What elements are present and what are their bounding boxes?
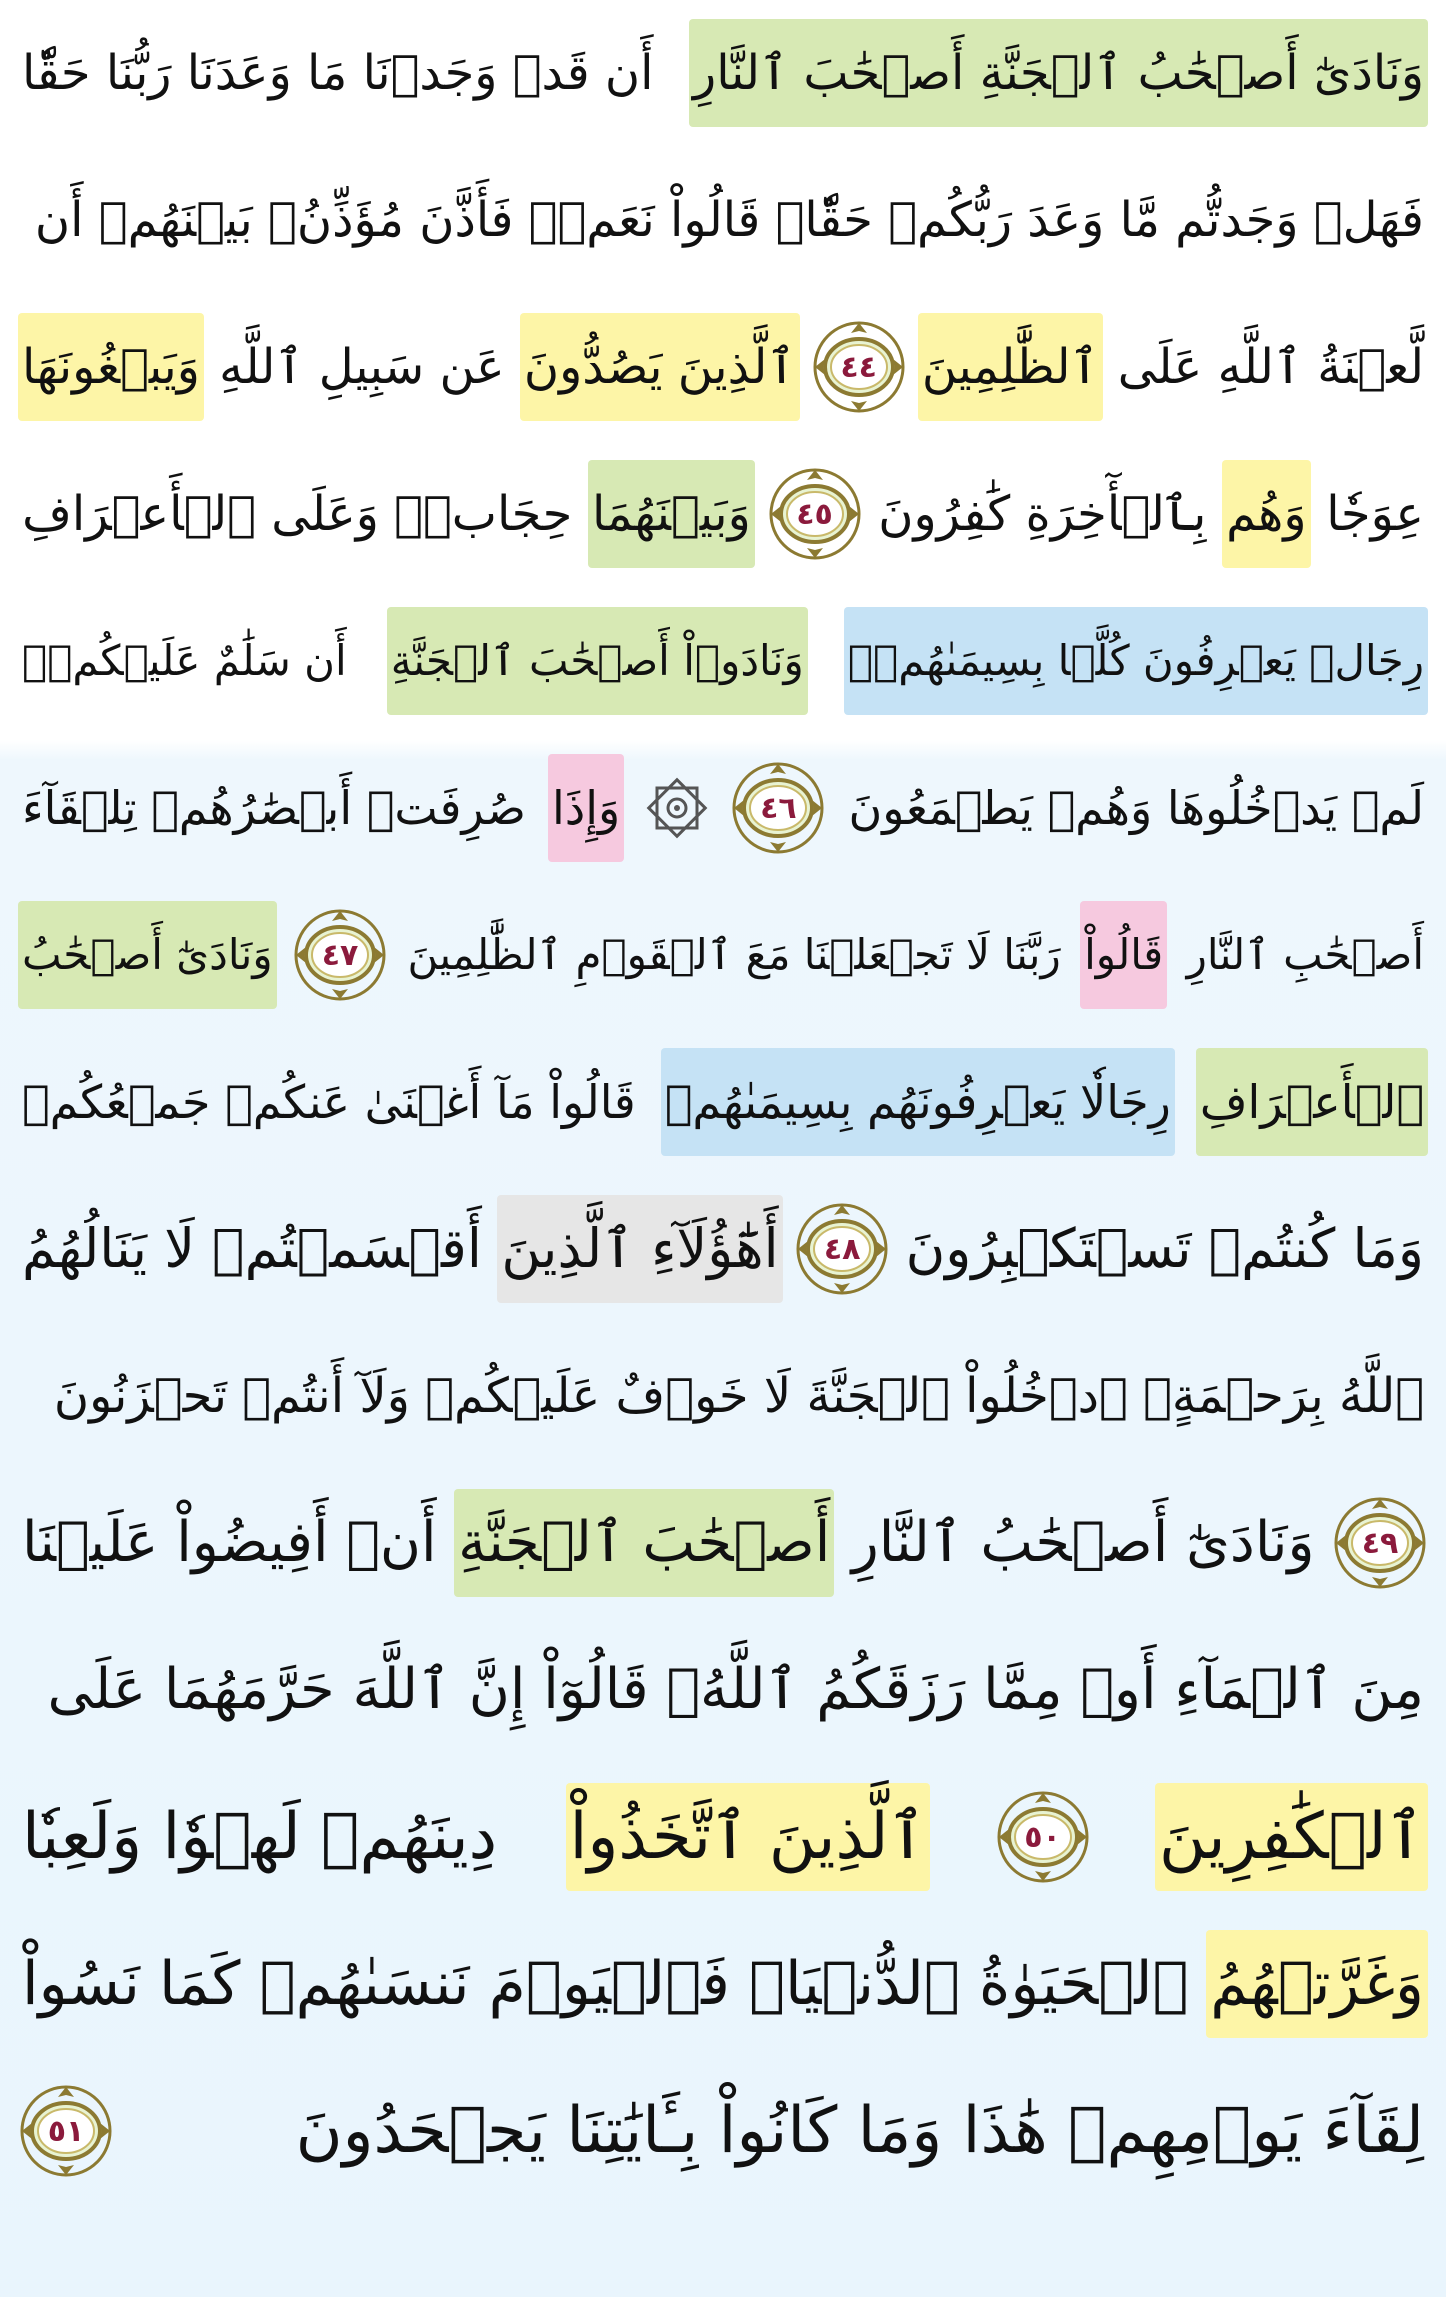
verse-text: رَبَّنَا لَا تَجۡعَلۡنَا مَعَ ٱلۡقَوۡمِ ٱلظَّٰلِمِينَ [407,930,1061,979]
verse-text: قَالُواْ مَآ أَغۡنَىٰ عَنكُمۡ جَمۡعُكُمۡ [22,1075,636,1129]
text-line [18,2076,1428,2186]
text-line [18,1341,1428,1451]
ayah-end-marker-icon [1332,1495,1428,1591]
verse-text: وَمَا كُنتُمۡ تَسۡتَكۡبِرُونَ [905,1217,1424,1280]
rub-el-hizb-icon [642,773,712,843]
verse-text: ٱلۡحَيَوٰةُ ٱلدُّنۡيَاۚ فَٱلۡيَوۡمَ نَنسَىٰهُمۡ كَمَا نَسُواْ [22,1949,1189,2019]
highlighted-phrase: ٱلۡكَٰفِرِينَ [1155,1783,1428,1891]
verse-text: أَصۡحَٰبِ ٱلنَّارِ [1186,930,1424,979]
text-line [18,459,1428,569]
highlighted-phrase: وَبَيۡنَهُمَا [588,460,755,568]
verse-number: ٥٠ [1024,1819,1061,1855]
verse-text: أَنۡ أَفِيضُواْ عَلَيۡنَا [22,1510,437,1575]
highlighted-phrase: ٱلۡأَعۡرَافِ [1196,1048,1428,1156]
highlighted-phrase: أَصۡحَٰبَ ٱلۡجَنَّةِ [454,1489,834,1597]
text-line [18,606,1428,716]
ayah-end-marker-icon [292,907,388,1003]
text-line [18,1047,1428,1157]
ayah-end-marker-icon [18,2083,114,2179]
highlighted-phrase: رِجَالٞ يَعۡرِفُونَ كُلَّۢا بِسِيمَىٰهُمۡۚ [844,607,1428,715]
highlighted-phrase: رِجَالٗا يَعۡرِفُونَهُم بِسِيمَىٰهُمۡ [661,1048,1175,1156]
verse-number: ٤٦ [760,790,797,826]
verse-number: ٤٧ [321,937,359,973]
text-line [18,1929,1428,2039]
highlighted-phrase: أَهَٰٓؤُلَآءِ ٱلَّذِينَ [497,1195,782,1303]
verse-number: ٤٥ [796,496,833,532]
verse-text: لَمۡ يَدۡخُلُوهَا وَهُمۡ يَطۡمَعُونَ [848,781,1424,835]
text-line [18,1782,1428,1892]
verse-text: حِجَابٞۚ وَعَلَى ٱلۡأَعۡرَافِ [22,486,573,542]
verse-text: عَن سَبِيلِ ٱللَّهِ [219,339,505,395]
verse-number: ٥١ [47,2113,85,2149]
verse-text: صُرِفَتۡ أَبۡصَٰرُهُمۡ تِلۡقَآءَ [22,781,526,835]
text-line [18,753,1428,863]
verse-number: ٤٩ [1361,1525,1399,1561]
text-line [18,1488,1428,1598]
verse-text: دِينَهُمۡ لَهۡوٗا وَلَعِبٗا [22,1800,498,1874]
ayah-end-marker-icon [767,466,863,562]
verse-text: لَّعۡنَةُ ٱللَّهِ عَلَى [1117,339,1424,395]
highlighted-phrase: وَإِذَا [548,754,624,862]
verse-number: ٤٨ [823,1231,861,1267]
text-line [18,900,1428,1010]
text-line [18,165,1428,275]
ayah-end-marker-icon [811,319,907,415]
highlighted-phrase: وَهُم [1222,460,1310,568]
verse-text: أَن سَلَٰمٌ عَلَيۡكُمۡۚ [22,636,347,685]
highlighted-phrase: وَنَادَوۡاْ أَصۡحَٰبَ ٱلۡجَنَّةِ [387,607,808,715]
highlighted-phrase: وَيَبۡغُونَهَا [18,313,204,421]
highlighted-phrase: ٱلَّذِينَ يَصُدُّونَ [520,313,800,421]
verse-number: ٤٤ [840,349,877,385]
verse-text: أَن قَدۡ وَجَدۡنَا مَا وَعَدَنَا رَبُّنَا حَقّٗا [22,45,654,101]
highlighted-phrase: وَنَادَىٰٓ أَصۡحَٰبُ [18,901,277,1009]
verse-text: وَنَادَىٰٓ أَصۡحَٰبُ ٱلنَّارِ [851,1510,1315,1575]
ayah-end-marker-icon [794,1201,890,1297]
ayah-end-marker-icon [730,760,826,856]
text-line [18,18,1428,128]
verse-text: مِنَ ٱلۡمَآءِ أَوۡ مِمَّا رَزَقَكُمُ ٱللَّهُۚ قَالُوٓاْ إِنَّ ٱللَّهَ حَرَّمَهُمَا عَلَى [47,1657,1424,1722]
highlighted-phrase: وَغَرَّتۡهُمُ [1206,1930,1428,2038]
highlighted-phrase: وَنَادَىٰٓ أَصۡحَٰبُ ٱلۡجَنَّةِ أَصۡحَٰبَ ٱلنَّارِ [689,19,1428,127]
verse-text: لِقَآءَ يَوۡمِهِمۡ هَٰذَا وَمَا كَانُواْ بِـَٔايَٰتِنَا يَجۡحَدُونَ [295,2094,1424,2168]
verse-text: عِوَجٗا [1326,486,1424,542]
text-line [18,1194,1428,1304]
verse-text: ٱللَّهُ بِرَحۡمَةٍۚ ٱدۡخُلُواْ ٱلۡجَنَّةَ لَا خَوۡفٌ عَلَيۡكُمۡ وَلَآ أَنتُمۡ تَحۡزَنُونَ [53,1368,1424,1424]
text-line [18,1635,1428,1745]
text-line [18,312,1428,422]
verse-text: أَقۡسَمۡتُمۡ لَا يَنَالُهُمُ [22,1217,482,1280]
verse-text: بِٱلۡأٓخِرَةِ كَٰفِرُونَ [878,486,1207,542]
highlighted-phrase: ٱلَّذِينَ ٱتَّخَذُواْ [566,1783,930,1891]
highlighted-phrase: قَالُواْ [1080,901,1167,1009]
ayah-end-marker-icon [995,1789,1091,1885]
highlighted-phrase: ٱلظَّٰلِمِينَ [918,313,1103,421]
verse-text: فَهَلۡ وَجَدتُّم مَّا وَعَدَ رَبُّكُمۡ حَقّٗاۖ قَالُواْ نَعَمۡۚ فَأَذَّنَ مُؤَذِّنُۢ بَيۡنَهُمۡ أَن [34,192,1424,248]
